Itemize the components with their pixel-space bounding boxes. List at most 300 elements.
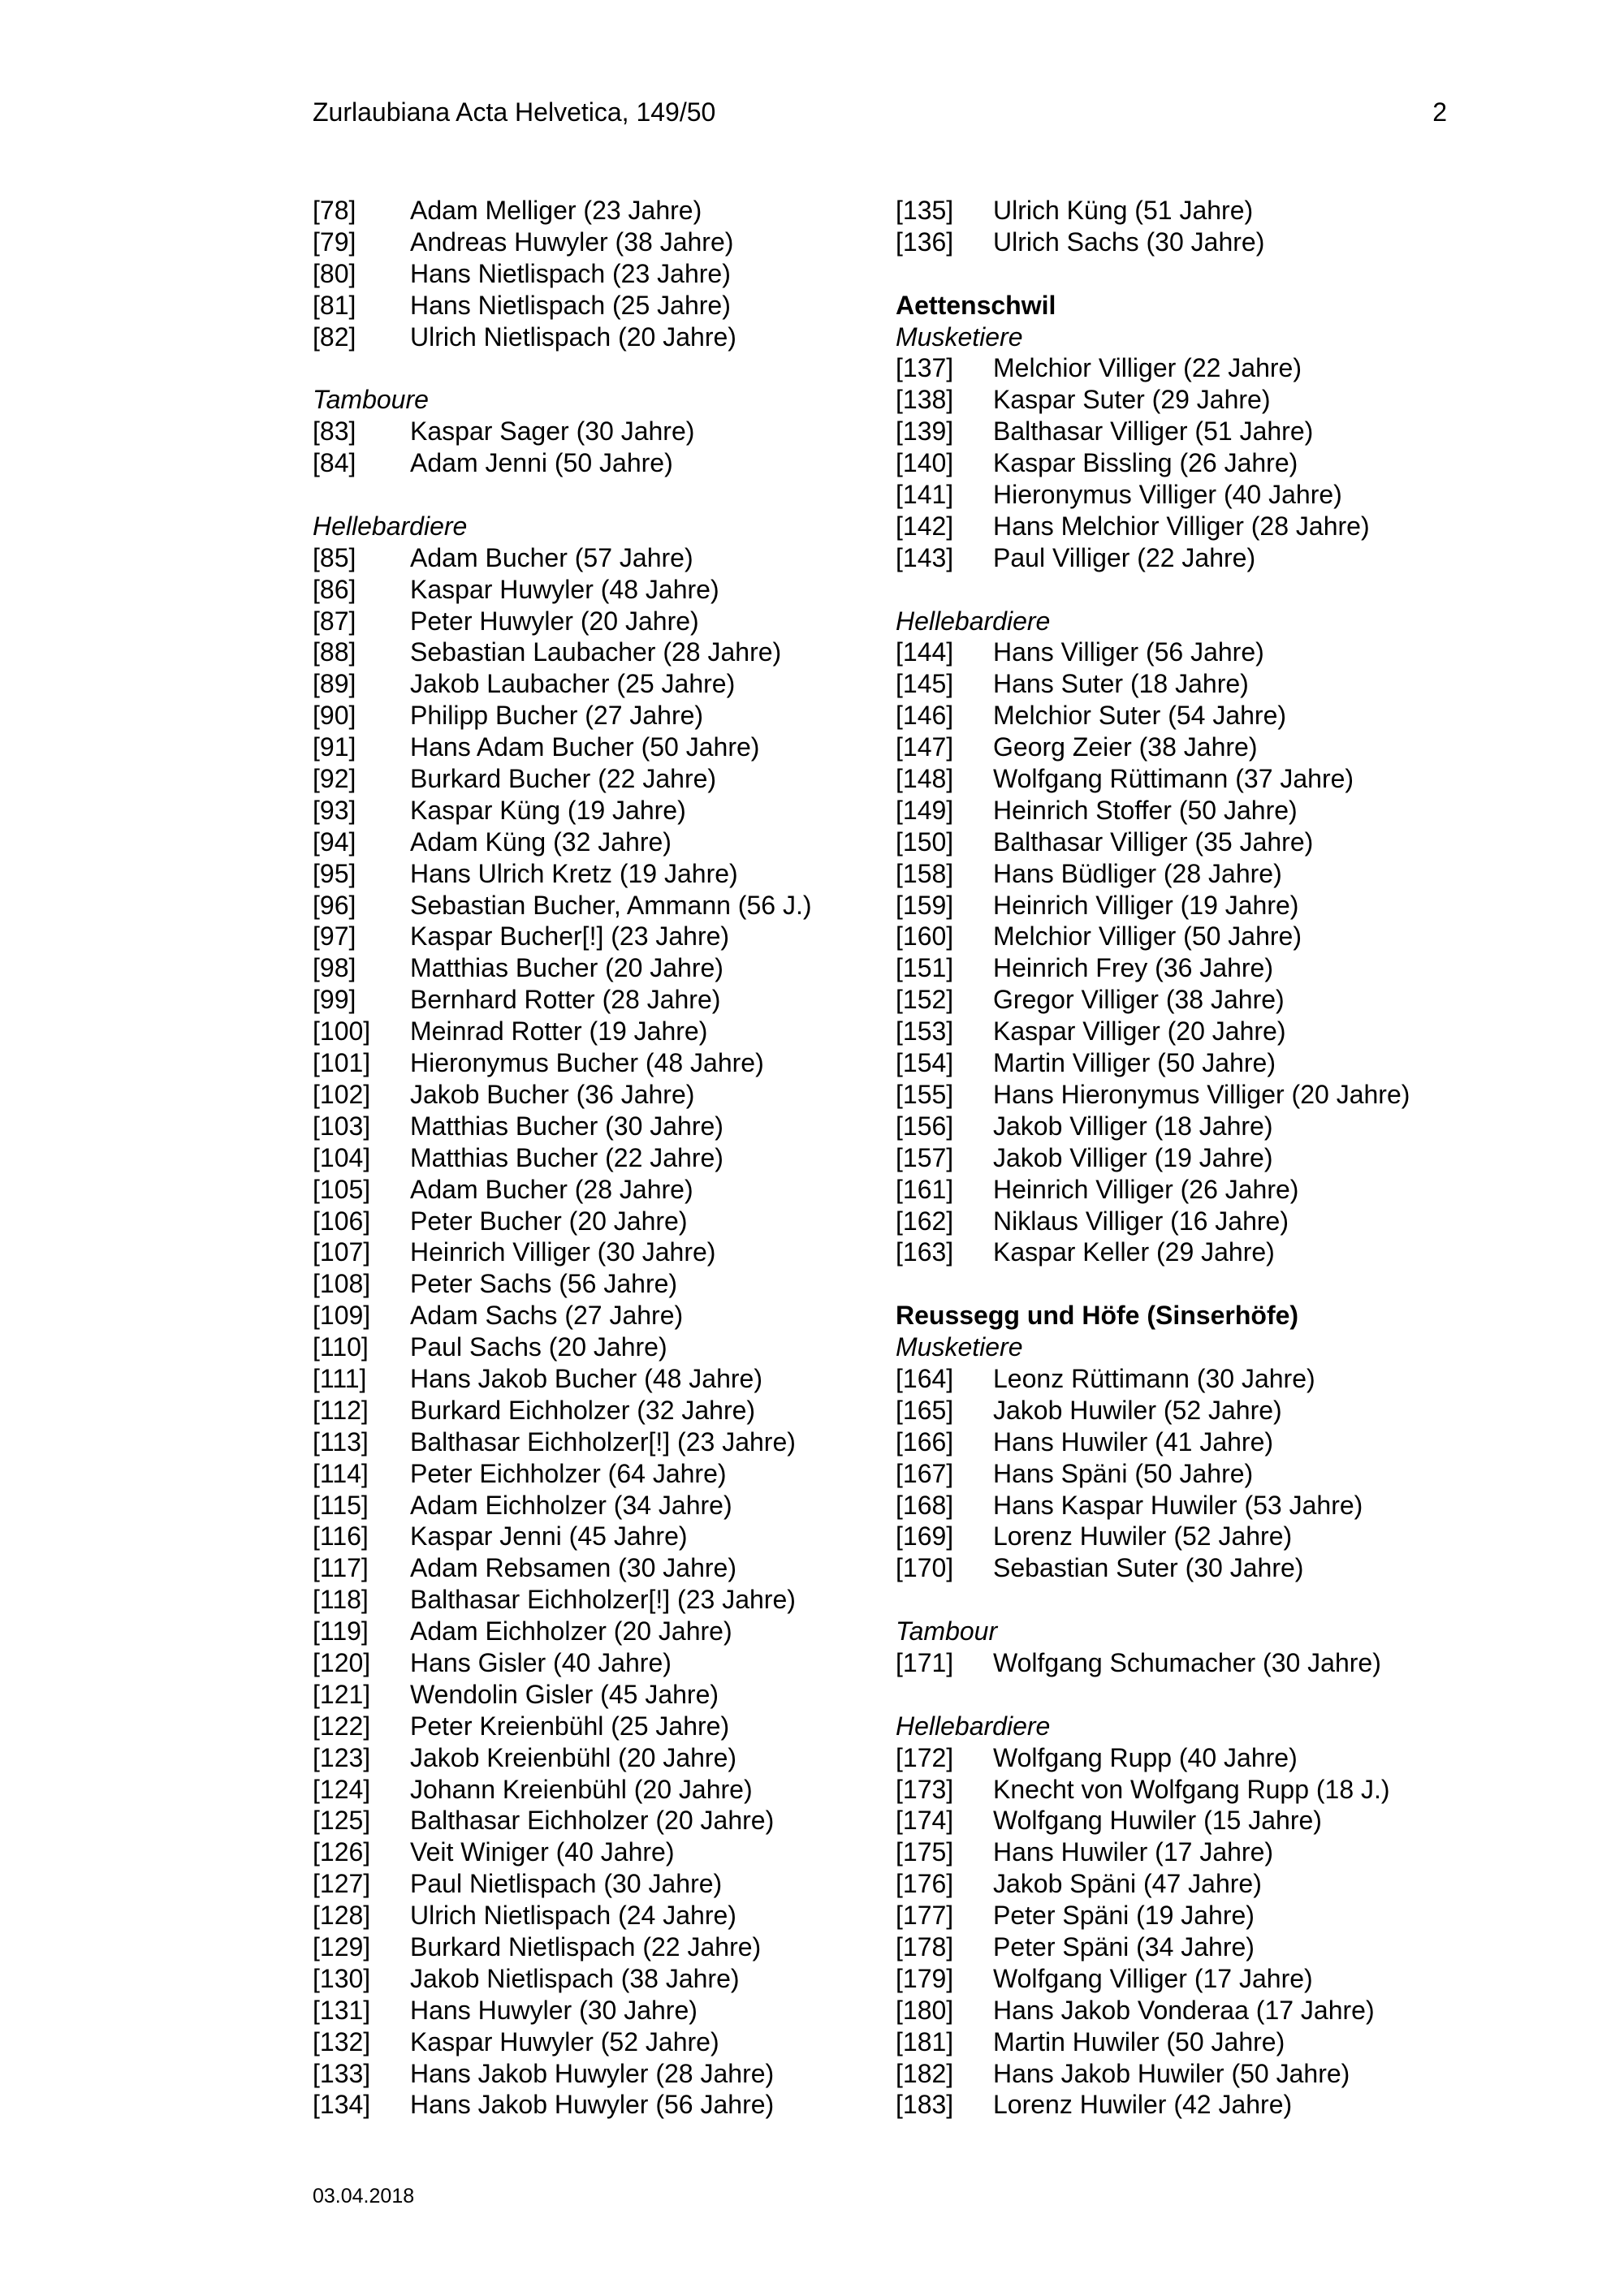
page-number: 2 — [1432, 97, 1447, 127]
entry-name: Kaspar Huwyler (48 Jahre) — [410, 574, 719, 604]
list-item — [313, 1111, 849, 1142]
entry-name: Hans Büdliger (28 Jahre) — [993, 858, 1282, 888]
entry-name: Melchior Suter (54 Jahre) — [993, 701, 1287, 731]
list-item — [896, 1047, 1464, 1079]
entry-name: Kaspar Keller (29 Jahre) — [993, 1237, 1275, 1267]
entry-number: [79] — [313, 227, 356, 257]
entry-name: Kaspar Suter (29 Jahre) — [993, 385, 1271, 415]
list-item — [313, 1521, 849, 1552]
entry-number: [154] — [896, 1048, 954, 1078]
list-item — [313, 1963, 849, 1995]
entry-name: Kaspar Bissling (26 Jahre) — [993, 448, 1298, 478]
list-item — [313, 1236, 849, 1268]
entry-name: Ulrich Sachs (30 Jahre) — [993, 227, 1265, 257]
entry-name: Adam Eichholzer (34 Jahre) — [410, 1490, 732, 1520]
list-item — [896, 352, 1464, 384]
list-item — [896, 1521, 1464, 1552]
entry-number: [133] — [313, 2058, 371, 2088]
entry-name: Johann Kreienbühl (20 Jahre) — [410, 1774, 753, 1804]
entry-number: [86] — [313, 574, 356, 604]
list-item — [313, 258, 849, 290]
list-item — [896, 1900, 1464, 1931]
entry-number: [102] — [313, 1079, 371, 1109]
entry-name: Martin Villiger (50 Jahre) — [993, 1048, 1276, 1078]
entry-name: Peter Späni (34 Jahre) — [993, 1931, 1255, 1962]
entry-name: Lorenz Huwiler (42 Jahre) — [993, 2090, 1293, 2120]
list-item — [313, 1900, 849, 1931]
entry-number: [105] — [313, 1174, 371, 1204]
entry-name: Kaspar Villiger (20 Jahre) — [993, 1016, 1286, 1047]
entry-number: [103] — [313, 1111, 371, 1141]
entry-name: Adam Jenni (50 Jahre) — [410, 448, 673, 478]
entry-name: Adam Sachs (27 Jahre) — [410, 1301, 684, 1331]
entry-name: Adam Bucher (28 Jahre) — [410, 1174, 693, 1204]
entry-number: [97] — [313, 921, 356, 952]
entry-number: [181] — [896, 2026, 954, 2056]
entry-number: [138] — [896, 385, 954, 415]
entry-name: Hans Huwyler (30 Jahre) — [410, 1995, 698, 2025]
list-item — [896, 1868, 1464, 1900]
entry-number: [139] — [896, 416, 954, 447]
entry-number: [137] — [896, 353, 954, 383]
entry-number: [98] — [313, 953, 356, 983]
page-footer — [313, 2184, 414, 2208]
entry-number: [140] — [896, 448, 954, 478]
entry-number: [113] — [313, 1426, 369, 1457]
list-item — [896, 921, 1464, 952]
list-item — [313, 637, 849, 668]
list-item — [896, 700, 1464, 732]
entry-name: Hans Jakob Bucher (48 Jahre) — [410, 1363, 762, 1393]
list-item — [896, 1206, 1464, 1237]
entry-number: [174] — [896, 1806, 954, 1836]
entry-number: [112] — [313, 1395, 369, 1425]
entry-number: [127] — [313, 1869, 371, 1899]
entry-name: Hans Kaspar Huwiler (53 Jahre) — [993, 1490, 1363, 1520]
entry-name: Bernhard Rotter (28 Jahre) — [410, 985, 721, 1015]
section-spacer — [896, 1268, 1464, 1300]
list-item — [896, 2058, 1464, 2090]
entry-number: [114] — [313, 1458, 369, 1488]
list-item — [313, 574, 849, 606]
list-item — [896, 542, 1464, 574]
entry-name: Wolfgang Rüttimann (37 Jahre) — [993, 764, 1354, 794]
list-item — [896, 2026, 1464, 2058]
list-item — [313, 1647, 849, 1679]
list-item — [313, 195, 849, 227]
entry-name: Veit Winiger (40 Jahre) — [410, 1837, 675, 1867]
entry-name: Adam Küng (32 Jahre) — [410, 826, 672, 857]
entry-number: [84] — [313, 448, 356, 478]
entry-name: Leonz Rüttimann (30 Jahre) — [993, 1363, 1315, 1393]
entry-name: Gregor Villiger (38 Jahre) — [993, 985, 1285, 1015]
list-item — [313, 1995, 849, 2026]
list-item — [313, 921, 849, 952]
list-item — [313, 290, 849, 322]
list-item — [313, 1363, 849, 1395]
entry-number: [93] — [313, 795, 356, 825]
entry-number: [134] — [313, 2090, 371, 2120]
entry-name: Balthasar Eichholzer (20 Jahre) — [410, 1806, 775, 1836]
list-item — [313, 1805, 849, 1836]
entry-number: [168] — [896, 1490, 954, 1520]
list-item — [313, 1616, 849, 1647]
list-item — [313, 858, 849, 890]
entry-name: Adam Bucher (57 Jahre) — [410, 542, 693, 572]
entry-name: Hans Nietlispach (25 Jahre) — [410, 290, 731, 320]
entry-name: Hans Späni (50 Jahre) — [993, 1458, 1254, 1488]
list-item — [313, 668, 849, 700]
entry-number: [178] — [896, 1931, 954, 1962]
entry-number: [153] — [896, 1016, 954, 1047]
entry-number: [147] — [896, 732, 954, 762]
list-item — [313, 2026, 849, 2058]
entry-number: [104] — [313, 1142, 371, 1172]
entry-name: Hans Huwiler (41 Jahre) — [993, 1426, 1274, 1457]
entry-number: [146] — [896, 701, 954, 731]
entry-number: [162] — [896, 1206, 954, 1236]
entry-number: [149] — [896, 795, 954, 825]
entry-name: Peter Huwyler (20 Jahre) — [410, 606, 699, 636]
entry-name: Sebastian Suter (30 Jahre) — [993, 1553, 1304, 1583]
list-item — [313, 1774, 849, 1806]
entry-name: Wolfgang Villiger (17 Jahre) — [993, 1963, 1313, 1993]
entry-number: [166] — [896, 1426, 954, 1457]
entry-name: Wendolin Gisler (45 Jahre) — [410, 1679, 719, 1709]
list-item — [313, 1458, 849, 1490]
entry-number: [136] — [896, 227, 954, 257]
entry-name: Peter Späni (19 Jahre) — [993, 1901, 1255, 1931]
entry-name: Jakob Nietlispach (38 Jahre) — [410, 1963, 740, 1993]
section-subheading: Tambour — [896, 1616, 998, 1646]
entry-number: [117] — [313, 1553, 369, 1583]
list-item — [896, 1742, 1464, 1774]
entry-number: [109] — [313, 1301, 371, 1331]
entry-number: [115] — [313, 1490, 369, 1520]
section-subheading: Hellebardiere — [313, 511, 468, 541]
list-item — [896, 890, 1464, 921]
list-item — [896, 447, 1464, 479]
entry-name: Wolfgang Schumacher (30 Jahre) — [993, 1647, 1381, 1677]
list-item — [896, 1552, 1464, 1584]
entry-number: [141] — [896, 480, 954, 510]
section-heading: Aettenschwil — [896, 290, 1056, 320]
entry-name: Burkard Eichholzer (32 Jahre) — [410, 1395, 756, 1425]
entry-number: [131] — [313, 1995, 371, 2025]
entry-number: [145] — [896, 669, 954, 699]
list-item — [313, 826, 849, 858]
entry-name: Hans Nietlispach (23 Jahre) — [410, 258, 731, 288]
entry-number: [169] — [896, 1521, 954, 1552]
entry-name: Heinrich Frey (36 Jahre) — [993, 953, 1273, 983]
entry-name: Kaspar Sager (30 Jahre) — [410, 416, 695, 447]
entry-number: [99] — [313, 985, 356, 1015]
entry-name: Niklaus Villiger (16 Jahre) — [993, 1206, 1289, 1236]
entry-name: Kaspar Huwyler (52 Jahre) — [410, 2026, 719, 2056]
entry-name: Hans Jakob Huwiler (50 Jahre) — [993, 2058, 1350, 2088]
list-item — [313, 763, 849, 795]
entry-number: [119] — [313, 1616, 369, 1646]
list-item — [896, 826, 1464, 858]
entry-number: [126] — [313, 1837, 371, 1867]
entry-number: [150] — [896, 826, 954, 857]
list-item — [313, 1711, 849, 1742]
list-item — [896, 1426, 1464, 1458]
entry-name: Heinrich Villiger (26 Jahre) — [993, 1174, 1299, 1204]
entry-name: Balthasar Eichholzer[!] (23 Jahre) — [410, 1426, 796, 1457]
section-spacer — [896, 1679, 1464, 1711]
list-item — [896, 195, 1464, 227]
list-item — [896, 1174, 1464, 1206]
entry-number: [135] — [896, 196, 954, 225]
list-item — [896, 984, 1464, 1016]
list-item — [313, 2089, 849, 2121]
list-item — [896, 732, 1464, 763]
list-item — [896, 416, 1464, 447]
entry-name: Hieronymus Villiger (40 Jahre) — [993, 480, 1342, 510]
list-item — [896, 1931, 1464, 1963]
section-subheading: Hellebardiere — [896, 1711, 1051, 1741]
entry-name: Jakob Bucher (36 Jahre) — [410, 1079, 695, 1109]
entry-number: [80] — [313, 258, 356, 288]
entry-name: Jakob Huwiler (52 Jahre) — [993, 1395, 1282, 1425]
entry-number: [78] — [313, 196, 356, 225]
list-item — [313, 984, 849, 1016]
entry-name: Kaspar Jenni (45 Jahre) — [410, 1521, 688, 1552]
entry-number: [90] — [313, 701, 356, 731]
list-item — [896, 1363, 1464, 1395]
entry-number: [124] — [313, 1774, 371, 1804]
entry-number: [179] — [896, 1963, 954, 1993]
left-column — [313, 195, 849, 2121]
section-subheading: Musketiere — [896, 1332, 1023, 1362]
document-title: Zurlaubiana Acta Helvetica, 149/50 — [313, 97, 716, 127]
entry-number: [96] — [313, 890, 356, 920]
entry-name: Jakob Villiger (18 Jahre) — [993, 1111, 1273, 1141]
entry-number: [81] — [313, 290, 356, 320]
entry-name: Hieronymus Bucher (48 Jahre) — [410, 1048, 764, 1078]
entry-name: Philipp Bucher (27 Jahre) — [410, 701, 704, 731]
list-item — [896, 479, 1464, 511]
section-spacer — [896, 574, 1464, 606]
entry-name: Peter Sachs (56 Jahre) — [410, 1269, 678, 1299]
entry-number: [92] — [313, 764, 356, 794]
list-item — [313, 447, 849, 479]
entry-name: Hans Jakob Huwyler (56 Jahre) — [410, 2090, 775, 2120]
entry-name: Balthasar Villiger (51 Jahre) — [993, 416, 1314, 447]
entry-number: [128] — [313, 1901, 371, 1931]
entry-name: Matthias Bucher (30 Jahre) — [410, 1111, 723, 1141]
list-item — [313, 1331, 849, 1363]
entry-number: [143] — [896, 542, 954, 572]
section-subheading: Musketiere — [896, 322, 1023, 352]
entry-name: Peter Eichholzer (64 Jahre) — [410, 1458, 727, 1488]
entry-number: [167] — [896, 1458, 954, 1488]
list-item — [313, 1300, 849, 1331]
entry-name: Jakob Späni (47 Jahre) — [993, 1869, 1262, 1899]
section-spacer — [313, 479, 849, 511]
list-item — [896, 511, 1464, 542]
entry-number: [155] — [896, 1079, 954, 1109]
entry-number: [121] — [313, 1679, 371, 1709]
entry-name: Andreas Huwyler (38 Jahre) — [410, 227, 734, 257]
list-item — [313, 1490, 849, 1521]
entry-number: [85] — [313, 542, 356, 572]
entry-number: [87] — [313, 606, 356, 636]
list-item — [313, 1679, 849, 1711]
entry-number: [89] — [313, 669, 356, 699]
entry-number: [172] — [896, 1742, 954, 1772]
entry-number: [82] — [313, 322, 356, 352]
entry-number: [176] — [896, 1869, 954, 1899]
entry-name: Ulrich Nietlispach (24 Jahre) — [410, 1901, 736, 1931]
list-item — [896, 1774, 1464, 1806]
entry-number: [171] — [896, 1647, 954, 1677]
entry-number: [118] — [313, 1585, 369, 1615]
list-item — [313, 542, 849, 574]
entry-name: Knecht von Wolfgang Rupp (18 J.) — [993, 1774, 1390, 1804]
entry-number: [165] — [896, 1395, 954, 1425]
entry-number: [125] — [313, 1806, 371, 1836]
list-item — [896, 795, 1464, 826]
section-subheading: Hellebardiere — [896, 606, 1051, 636]
entry-name: Jakob Villiger (19 Jahre) — [993, 1142, 1273, 1172]
entry-name: Hans Jakob Vonderaa (17 Jahre) — [993, 1995, 1375, 2025]
list-item — [896, 1995, 1464, 2026]
list-item — [313, 952, 849, 984]
entry-number: [156] — [896, 1111, 954, 1141]
entry-name: Jakob Kreienbühl (20 Jahre) — [410, 1742, 737, 1772]
entry-name: Peter Bucher (20 Jahre) — [410, 1206, 688, 1236]
footer-date: 03.04.2018 — [313, 2185, 415, 2208]
list-item — [313, 1079, 849, 1111]
entry-name: Jakob Laubacher (25 Jahre) — [410, 669, 736, 699]
entry-name: Adam Eichholzer (20 Jahre) — [410, 1616, 732, 1646]
entry-number: [132] — [313, 2026, 371, 2056]
entry-name: Balthasar Villiger (35 Jahre) — [993, 826, 1314, 857]
entry-number: [94] — [313, 826, 356, 857]
list-item — [313, 732, 849, 763]
entry-number: [160] — [896, 921, 954, 952]
entry-name: Meinrad Rotter (19 Jahre) — [410, 1016, 708, 1047]
list-item — [313, 1931, 849, 1963]
entry-name: Paul Villiger (22 Jahre) — [993, 542, 1256, 572]
list-item — [896, 227, 1464, 258]
entry-number: [183] — [896, 2090, 954, 2120]
list-item — [896, 1111, 1464, 1142]
section-subheading: Tamboure — [313, 385, 429, 415]
entry-number: [108] — [313, 1269, 371, 1299]
list-item — [896, 1805, 1464, 1836]
list-item — [313, 2058, 849, 2090]
list-item — [896, 1236, 1464, 1268]
entry-number: [148] — [896, 764, 954, 794]
entry-number: [157] — [896, 1142, 954, 1172]
list-item — [313, 700, 849, 732]
entry-number: [101] — [313, 1048, 371, 1078]
entry-name: Hans Villiger (56 Jahre) — [993, 637, 1264, 667]
list-item — [313, 1268, 849, 1300]
entry-number: [123] — [313, 1742, 371, 1772]
list-item — [896, 1458, 1464, 1490]
list-item — [896, 763, 1464, 795]
entry-number: [107] — [313, 1237, 371, 1267]
list-item — [896, 1490, 1464, 1521]
list-item — [313, 1836, 849, 1868]
list-item — [896, 1647, 1464, 1679]
entry-name: Wolfgang Rupp (40 Jahre) — [993, 1742, 1298, 1772]
entry-name: Melchior Villiger (22 Jahre) — [993, 353, 1302, 383]
entry-number: [120] — [313, 1647, 371, 1677]
entry-name: Burkard Bucher (22 Jahre) — [410, 764, 717, 794]
entry-name: Balthasar Eichholzer[!] (23 Jahre) — [410, 1585, 796, 1615]
entry-name: Adam Melliger (23 Jahre) — [410, 196, 702, 225]
right-column — [896, 195, 1464, 2121]
entry-name: Peter Kreienbühl (25 Jahre) — [410, 1711, 730, 1741]
entry-name: Kaspar Bucher[!] (23 Jahre) — [410, 921, 730, 952]
entry-name: Sebastian Laubacher (28 Jahre) — [410, 637, 782, 667]
entry-name: Burkard Nietlispach (22 Jahre) — [410, 1931, 762, 1962]
entry-number: [130] — [313, 1963, 371, 1993]
entry-name: Hans Suter (18 Jahre) — [993, 669, 1249, 699]
list-item — [896, 637, 1464, 668]
list-item — [896, 2089, 1464, 2121]
list-item — [313, 416, 849, 447]
entry-name: Hans Hieronymus Villiger (20 Jahre) — [993, 1079, 1410, 1109]
entry-name: Adam Rebsamen (30 Jahre) — [410, 1553, 736, 1583]
list-item — [313, 1395, 849, 1426]
entry-number: [182] — [896, 2058, 954, 2088]
entry-number: [116] — [313, 1521, 369, 1552]
list-item — [313, 795, 849, 826]
list-item — [896, 668, 1464, 700]
entry-number: [177] — [896, 1901, 954, 1931]
entry-number: [161] — [896, 1174, 954, 1204]
list-item — [313, 1016, 849, 1047]
entry-name: Heinrich Villiger (19 Jahre) — [993, 890, 1299, 920]
list-item — [896, 1963, 1464, 1995]
entry-name: Wolfgang Huwiler (15 Jahre) — [993, 1806, 1322, 1836]
list-item — [896, 952, 1464, 984]
entry-name: Georg Zeier (38 Jahre) — [993, 732, 1258, 762]
entry-number: [129] — [313, 1931, 371, 1962]
entry-number: [163] — [896, 1237, 954, 1267]
list-item — [313, 1206, 849, 1237]
list-item — [313, 322, 849, 353]
list-item — [313, 227, 849, 258]
list-item — [896, 858, 1464, 890]
entry-name: Matthias Bucher (22 Jahre) — [410, 1142, 723, 1172]
entry-number: [164] — [896, 1363, 954, 1393]
entry-name: Hans Adam Bucher (50 Jahre) — [410, 732, 760, 762]
list-item — [896, 1142, 1464, 1174]
list-item — [313, 890, 849, 921]
entry-number: [158] — [896, 858, 954, 888]
list-item — [313, 606, 849, 637]
entry-name: Ulrich Küng (51 Jahre) — [993, 196, 1254, 225]
list-item — [896, 1395, 1464, 1426]
entry-number: [142] — [896, 511, 954, 541]
entry-number: [83] — [313, 416, 356, 447]
entry-name: Hans Melchior Villiger (28 Jahre) — [993, 511, 1370, 541]
entry-number: [144] — [896, 637, 954, 667]
list-item — [896, 384, 1464, 416]
entry-number: [152] — [896, 985, 954, 1015]
entry-name: Heinrich Villiger (30 Jahre) — [410, 1237, 716, 1267]
section-spacer — [896, 1584, 1464, 1616]
entry-name: Hans Ulrich Kretz (19 Jahre) — [410, 858, 738, 888]
entry-number: [100] — [313, 1016, 371, 1047]
